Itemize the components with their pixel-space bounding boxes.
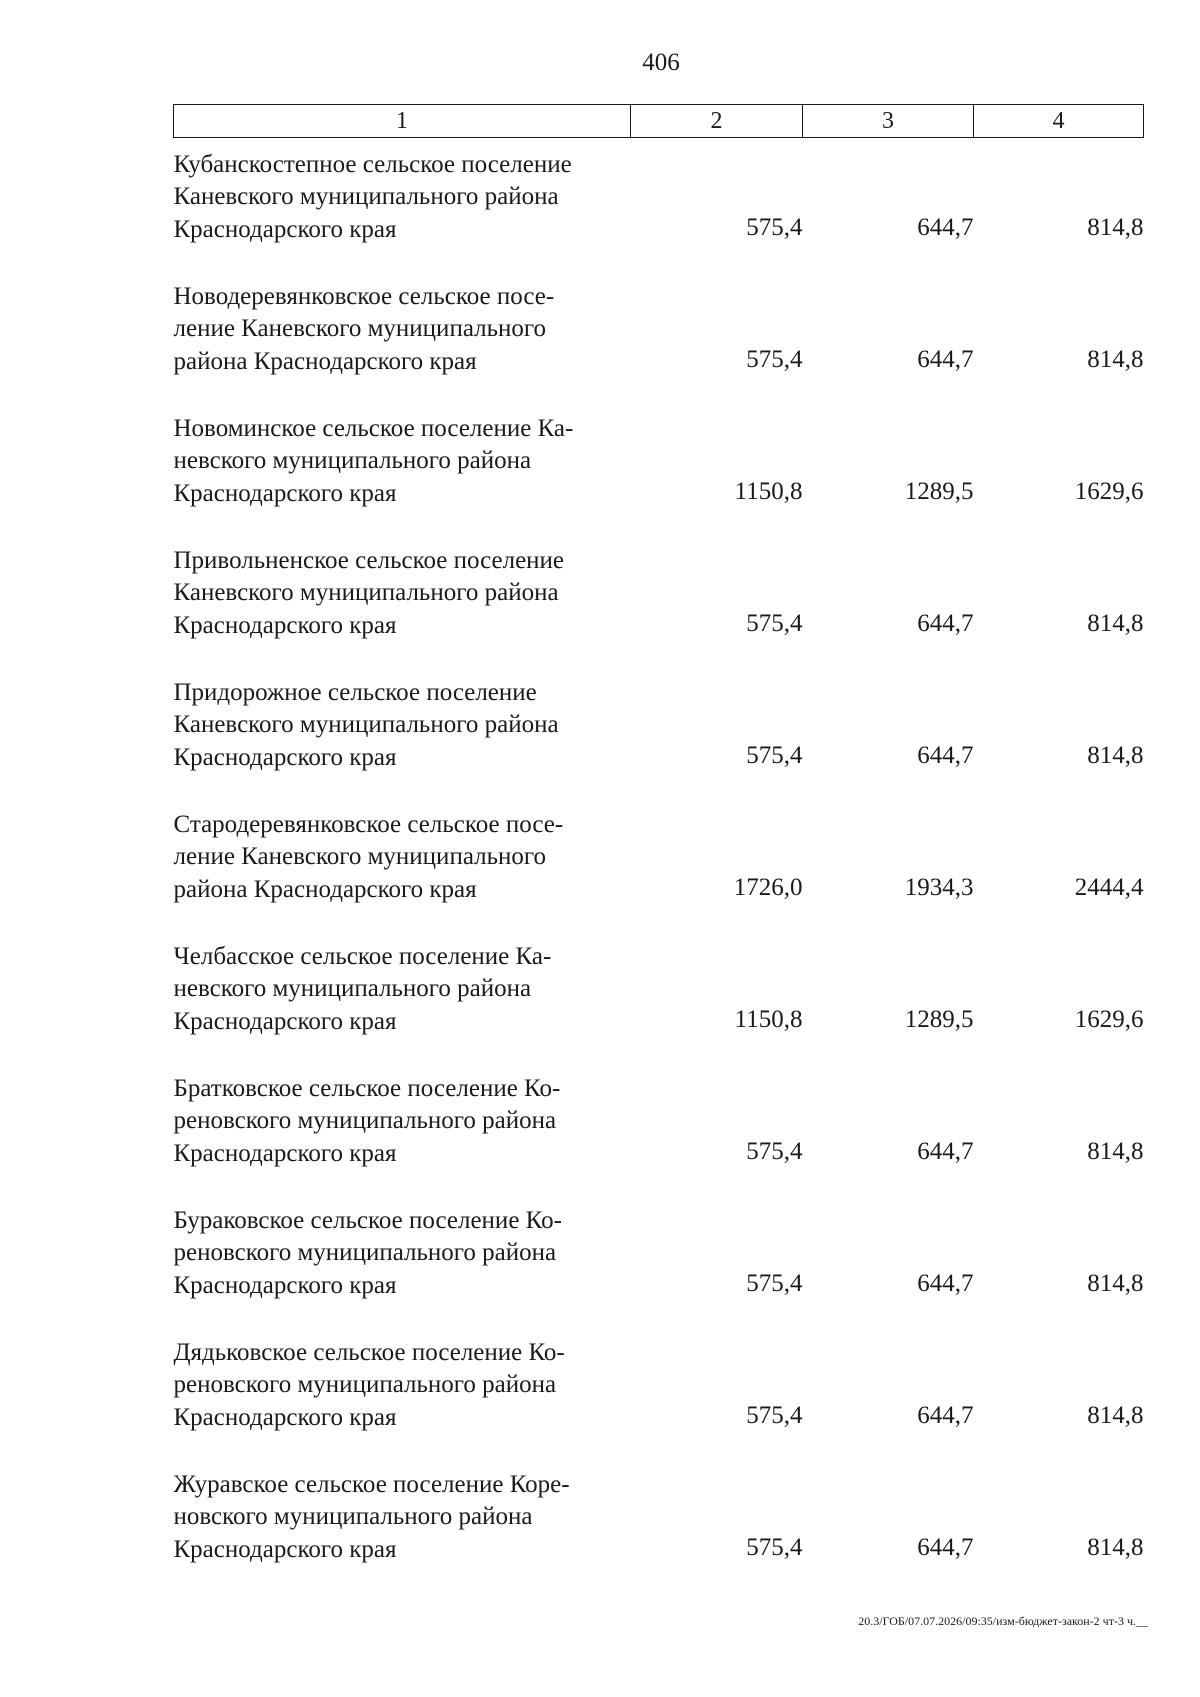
settlement-name-line: Краснодарского края: [173, 479, 397, 507]
settlement-name-line: Краснодарского края: [173, 611, 397, 639]
table-row: [174, 1434, 1144, 1566]
settlement-name-line: Стародеревянковское сельское посе-: [173, 810, 564, 838]
settlement-name: [174, 1434, 631, 1566]
value-col2: 575,4: [746, 345, 803, 373]
table-header: [174, 105, 1144, 138]
settlement-name-line: ление Каневского муниципального: [173, 315, 547, 342]
settlement-name-line: новского муниципального района: [173, 1503, 533, 1530]
value-col4: 1629,6: [1074, 1005, 1144, 1033]
budget-table: [173, 104, 1144, 1566]
settlement-name-line: Краснодарского края: [173, 215, 397, 243]
settlement-name-line: Краснодарского края: [173, 1535, 397, 1563]
settlement-name: [174, 1170, 631, 1302]
table-row: [174, 1038, 1144, 1170]
table-row: [174, 510, 1144, 642]
settlement-name-line: Братковское сельское поселение Ко-: [173, 1074, 561, 1102]
settlement-name-line: Новоминское сельское поселение Ка-: [173, 414, 574, 442]
settlement-name-line: реновского муниципального района: [173, 1371, 557, 1398]
settlement-name: [174, 1038, 631, 1170]
value-col4: 814,8: [1087, 1533, 1144, 1561]
settlement-name: [174, 1302, 631, 1434]
settlement-name-line: Челбасское сельское поселение Ка-: [173, 942, 552, 970]
value-col3: 644,7: [917, 609, 974, 637]
settlement-name-line: района Краснодарского края: [173, 347, 477, 375]
settlement-name-line: Каневского муниципального района: [173, 579, 559, 606]
value-col3: 644,7: [917, 345, 974, 373]
settlement-name-line: невского муниципального района: [173, 975, 532, 1002]
value-col3: 644,7: [917, 1533, 974, 1561]
settlement-name: [174, 906, 631, 1038]
value-col2: 575,4: [746, 741, 803, 769]
table-row: [174, 378, 1144, 510]
value-col3: 644,7: [917, 1269, 974, 1297]
value-col3: 644,7: [917, 213, 974, 241]
settlement-name-line: Журавское сельское поселение Коре-: [173, 1470, 570, 1498]
value-col4: 814,8: [1087, 609, 1144, 637]
value-col2: 1150,8: [734, 477, 803, 505]
header-col-4: 4: [974, 105, 1144, 138]
settlement-name: [174, 378, 631, 510]
value-col4: 814,8: [1087, 1269, 1144, 1297]
settlement-name: [174, 510, 631, 642]
table-row: [174, 906, 1144, 1038]
value-col2: 575,4: [746, 609, 803, 637]
value-col3: 644,7: [917, 1401, 974, 1429]
header-col-2: 2: [631, 105, 803, 138]
table-row: [174, 138, 1144, 247]
value-col2: 575,4: [746, 1533, 803, 1561]
settlement-name: [174, 246, 631, 378]
table-row: [174, 1302, 1144, 1434]
settlement-name-line: Краснодарского края: [173, 1139, 397, 1167]
settlement-name-line: Краснодарского края: [173, 743, 397, 771]
value-col3: 644,7: [917, 1137, 974, 1165]
settlement-name-line: Новодеревянковское сельское посе-: [173, 282, 555, 310]
settlement-name-line: Придорожное сельское поселение: [173, 678, 537, 706]
settlement-name-line: реновского муниципального района: [173, 1239, 557, 1266]
value-col4: 814,8: [1087, 1137, 1144, 1165]
header-col-3: 3: [803, 105, 974, 138]
value-col4: 1629,6: [1074, 477, 1144, 505]
settlement-name: [174, 138, 631, 247]
table-row: [174, 642, 1144, 774]
settlement-name-line: Бураковское сельское поселение Ко-: [173, 1206, 562, 1234]
value-col2: 575,4: [746, 213, 803, 241]
value-col4: 814,8: [1087, 741, 1144, 769]
table-row: [174, 246, 1144, 378]
value-col2: 1726,0: [733, 873, 803, 901]
settlement-name-line: невского муниципального района: [173, 447, 532, 474]
settlement-name-line: реновского муниципального района: [173, 1107, 557, 1134]
value-col2: 1150,8: [734, 1005, 803, 1033]
value-col4: 814,8: [1087, 1401, 1144, 1429]
header-col-1: 1: [174, 105, 631, 138]
table-row: [174, 1170, 1144, 1302]
header-row: [174, 105, 1144, 138]
table-row: [174, 774, 1144, 906]
value-col2: 575,4: [746, 1137, 803, 1165]
value-col4: 814,8: [1087, 345, 1144, 373]
settlement-name-line: Краснодарского края: [173, 1271, 397, 1299]
settlement-name-line: Кубанскостепное сельское поселение: [173, 150, 572, 178]
value-col3: 644,7: [917, 741, 974, 769]
settlement-name-line: Краснодарского края: [173, 1007, 397, 1035]
value-col4: 814,8: [1087, 213, 1144, 241]
settlement-name-line: ление Каневского муниципального: [173, 843, 547, 870]
value-col3: 1289,5: [904, 477, 974, 505]
value-col2: 575,4: [746, 1269, 803, 1297]
page-number: 406: [642, 49, 680, 76]
settlement-name-line: Дядьковское сельское поселение Ко-: [173, 1338, 565, 1366]
document-footer-code: 20.3/ГОБ/07.07.2026/09:35/изм-бюджет-закон-2 чт-3 ч.__: [858, 1614, 1148, 1628]
value-col3: 1289,5: [904, 1005, 974, 1033]
value-col3: 1934,3: [904, 873, 974, 901]
settlement-name-line: района Краснодарского края: [173, 875, 477, 903]
value-col2: 575,4: [746, 1401, 803, 1429]
settlement-name-line: Краснодарского края: [173, 1403, 397, 1431]
settlement-name-line: Каневского муниципального района: [173, 711, 559, 738]
settlement-name-line: Каневского муниципального района: [173, 183, 559, 210]
table-body: [174, 138, 1144, 1567]
settlement-name-line: Привольненское сельское поселение: [173, 546, 565, 574]
settlement-name: [174, 642, 631, 774]
settlement-name: [174, 774, 631, 906]
value-col4: 2444,4: [1074, 873, 1144, 901]
